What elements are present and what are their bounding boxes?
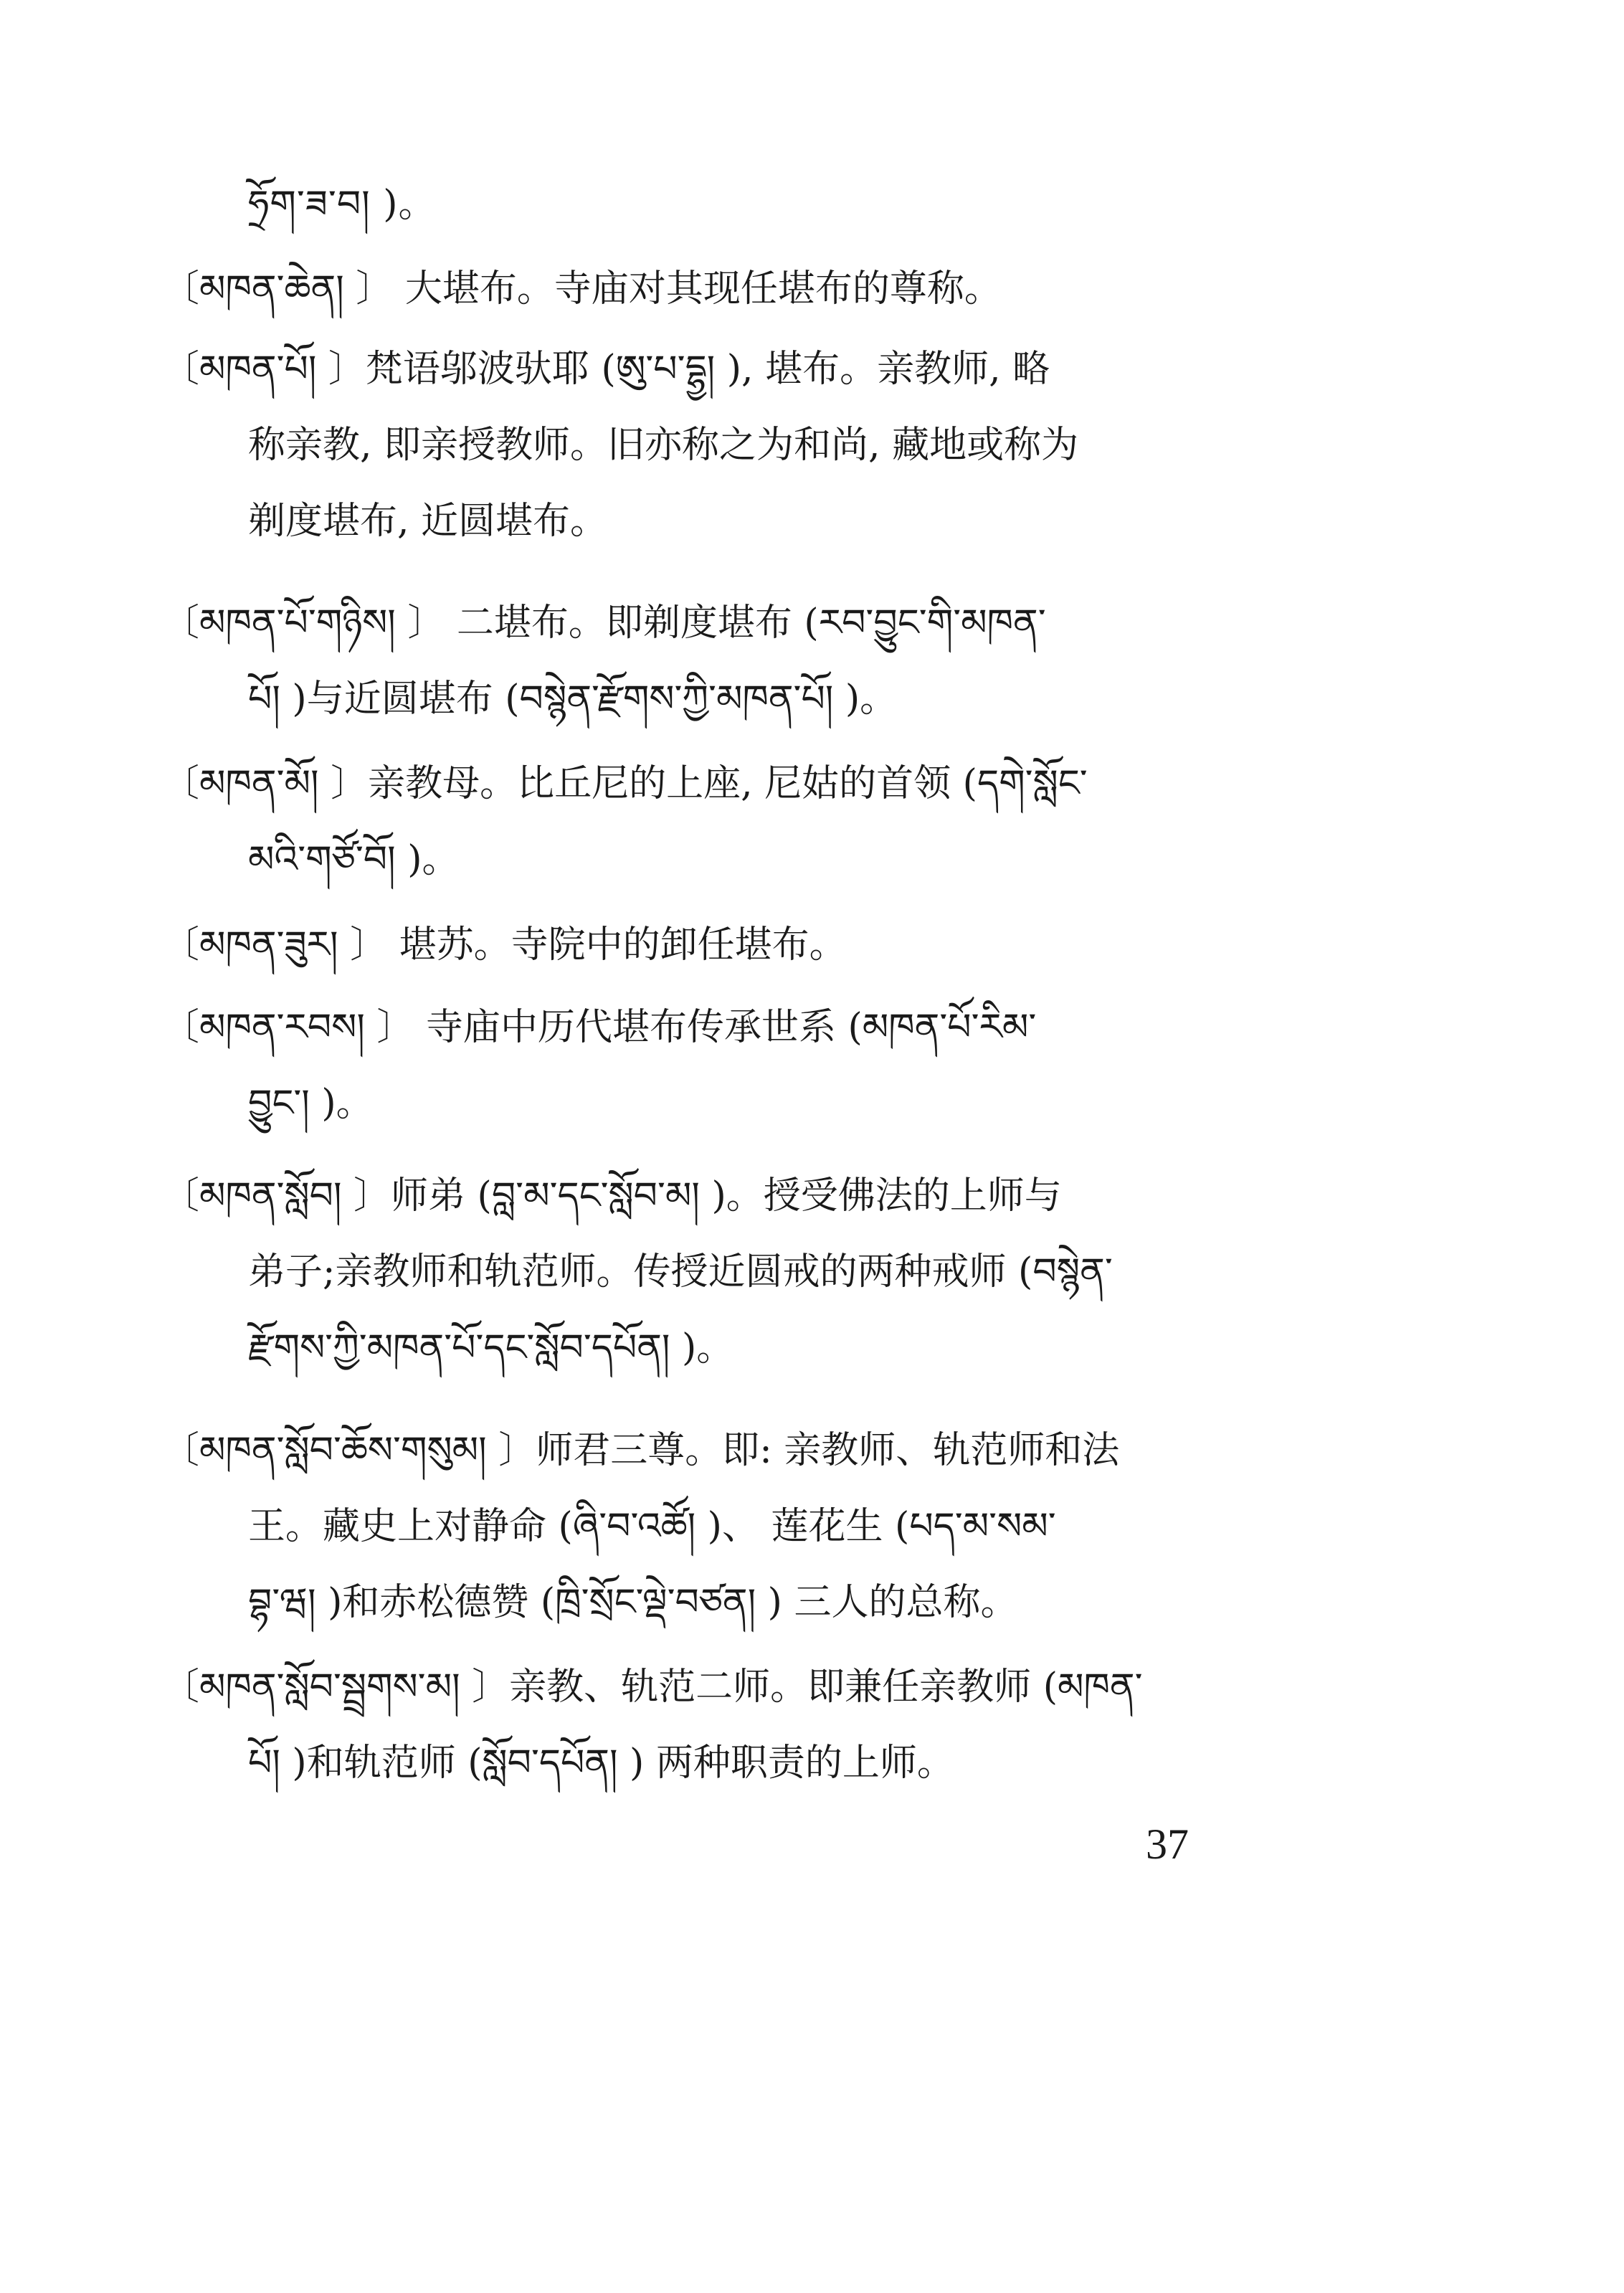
entry-line: 王。藏史上对静命 (ཞི་བ་འཚོ། )、 莲花生 (པད་མ་སམ་ (248, 1505, 1056, 1548)
entry-line: 〔མཁན་སློབ་སྦྲགས་མ། 〕亲教、轨范二师。即兼任亲教师 (མཁན་ (162, 1666, 1143, 1709)
entry-line: 〔མཁན་སློབ་ཆོས་གསུམ། 〕师君三尊。即: 亲教师、轨范师和法 (162, 1429, 1120, 1472)
entry-continuation (162, 166, 1281, 242)
entry-line: 剃度堪布, 近圆堪布。 (248, 500, 608, 543)
entry-mkhan-po (162, 331, 1281, 559)
entry-line: 〔མཁན་པོ་གཉིས། 〕 二堪布。即剃度堪布 (རབ་བྱུང་གི་མཁན་ (162, 602, 1046, 645)
entry-mkhan-po-gnyis (162, 585, 1281, 737)
entry-line: པོ། )和轨范师 (སློབ་དཔོན། ) 两种职责的上师。 (248, 1742, 954, 1785)
entry-mkhan-zur (162, 907, 1281, 983)
entry-line: 〔མཁན་མོ། 〕亲教母。比丘尼的上座, 尼姑的首领 (དགེ་སློང་ (162, 762, 1088, 805)
entry-mkhan-slob (162, 1158, 1281, 1386)
entry-line: མའི་གཙོ་བོ། )。 (248, 838, 460, 881)
entry-mkhan-slob-sbrags-ma (162, 1649, 1281, 1801)
entry-line: 〔མཁན་ཟུར། 〕 堪苏。寺院中的卸任堪布。 (162, 924, 847, 967)
entry-line: 称亲教, 即亲授教师。旧亦称之为和尚, 藏地或称为 (248, 424, 1079, 467)
page-number: 37 (1146, 1820, 1189, 1868)
entry-line: 〔མཁན་པོ། 〕梵语邬波驮耶 (ཨུ་པ་དྷྱ། ), 堪布。亲教师, 略 (162, 348, 1050, 391)
entry-line: བྱུང་། )。 (248, 1082, 374, 1125)
entry-line: པོ། )与近圆堪布 (བསྙེན་རྫོགས་ཀྱི་མཁན་པོ། )。 (248, 678, 898, 721)
entry-mkhan-rabs (162, 989, 1281, 1141)
entry-mkhan-chen (162, 251, 1281, 327)
entry-line: 〔མཁན་ཆེན། 〕 大堪布。寺庙对其现任堪布的尊称。 (162, 267, 1002, 310)
entry-line: བྷ་ཝ། )和赤松德赞 (ཁྲི་སྲོང་ལྡེ་བཙན། ) 三人的总称。 (248, 1581, 1018, 1624)
entry-line: 〔མཁན་རབས། 〕 寺庙中历代堪布传承世系 (མཁན་པོ་རིམ་ (162, 1006, 1037, 1049)
entry-line: 〔མཁན་སློབ། 〕师弟 (བླ་མ་དང་སློབ་མ། )。授受佛法的上师与 (162, 1174, 1062, 1217)
entry-line: ཧྲོག་ཟ་བ། )。 (248, 183, 437, 226)
entry-line: རྫོགས་ཀྱི་མཁན་པོ་དང་སློབ་དཔོན། )。 (248, 1326, 734, 1369)
entry-mkhan-slob-chos-gsum (162, 1413, 1281, 1641)
entry-line: 弟子;亲教师和轨范师。传授近圆戒的两种戒师 (བསྙེན་ (248, 1250, 1113, 1293)
entry-mkhan-mo (162, 746, 1281, 898)
